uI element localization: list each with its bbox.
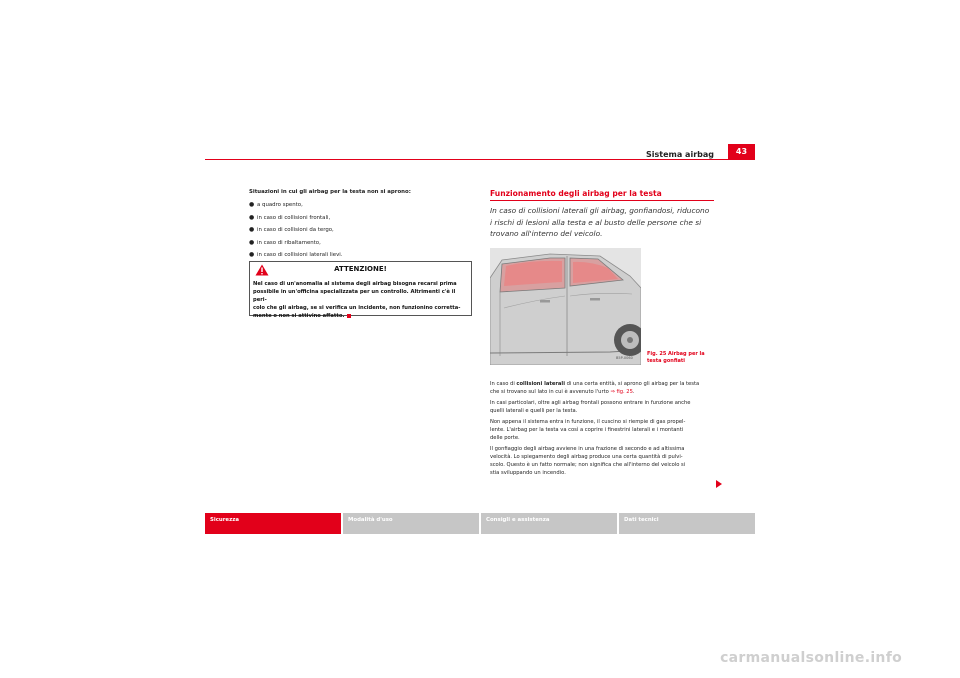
page-header-title: Sistema airbag bbox=[646, 150, 714, 159]
paragraph-2: In casi particolari, oltre agli airbag frontali possono entrare in funzione anche quelli laterali e quelli per la testa. bbox=[490, 400, 691, 414]
figure-reference-link[interactable]: ⇒ fig. 25 bbox=[610, 389, 633, 395]
section-subtitle: In caso di collisioni laterali gli airbag, gonfiandosi, riducono i rischi di lesioni alla testa e al busto delle persone che si trovano all'interno del veicolo. bbox=[490, 206, 710, 238]
warning-box bbox=[249, 261, 472, 319]
tab-consigli-assistenza[interactable]: Consigli e assistenza bbox=[481, 513, 617, 534]
list-item: ● in caso di collisioni frontali, bbox=[249, 212, 343, 225]
bullet-icon: ● bbox=[249, 238, 255, 246]
tab-sicurezza[interactable]: Sicurezza bbox=[205, 513, 341, 534]
bullet-icon: ● bbox=[249, 201, 255, 208]
warning-text: Nel caso di un'anomalia al sistema degli airbag bisogna recarsi prima possibile in un'officina specializzata per un controllo. Altrimenti c'è il peri- colo che gli airbag, se si verifica un incidente, non funzionino corretta- mente o non si attivino affatto. bbox=[253, 281, 461, 319]
intro-text: Situazioni in cui gli airbag per la testa non si aprono: bbox=[249, 189, 411, 195]
bullet-icon: ● bbox=[249, 251, 255, 259]
watermark: carmanualsonline.info bbox=[720, 650, 902, 666]
list-item: ● in caso di collisioni laterali lievi. bbox=[249, 249, 343, 262]
footer-nav bbox=[205, 513, 755, 534]
section-rule bbox=[490, 200, 714, 201]
figure-code: B5P-0060 bbox=[616, 356, 633, 360]
warning-header bbox=[250, 262, 471, 278]
tab-modalita-uso[interactable]: Modalità d'uso bbox=[343, 513, 479, 534]
figure-caption: Fig. 25 Airbag per la testa gonfiati bbox=[647, 351, 705, 364]
section-title: Funzionamento degli airbag per la testa bbox=[490, 189, 662, 198]
list-item: ● in caso di ribaltamento, bbox=[249, 237, 343, 250]
car-side-illustration bbox=[490, 248, 641, 365]
page-number: 43 bbox=[728, 144, 755, 160]
bullet-icon: ● bbox=[249, 213, 255, 221]
end-of-section-icon bbox=[347, 314, 351, 318]
list-item: ● in caso di collisioni da tergo, bbox=[249, 224, 343, 237]
continue-arrow-icon bbox=[716, 480, 722, 488]
paragraph-4: Il gonfiaggio degli airbag avviene in una frazione di secondo e ad altissima velocità. Lo spiegamento degli airbag produce una certa quantità di pulvi- scolo. Questo è un fatto normale; non significa che all'interno del veicolo si stia sviluppando un incendio. bbox=[490, 446, 686, 476]
list-item: ● a quadro spento, bbox=[249, 199, 343, 212]
paragraph-1: In caso di collisioni laterali di una certa entità, si aprono gli airbag per la testa che si trovano sul lato in cui è avvenuto l'urto ⇒ fig. 25. bbox=[490, 381, 700, 395]
bullet-icon: ● bbox=[249, 226, 255, 234]
warning-title: ATTENZIONE! bbox=[334, 265, 387, 273]
airbag-figure bbox=[490, 248, 641, 365]
situations-list bbox=[249, 199, 343, 262]
tab-dati-tecnici[interactable]: Dati tecnici bbox=[619, 513, 755, 534]
paragraph-3: Non appena il sistema entra in funzione, il cuscino si riempie di gas propel- lente. L'airbag per la testa va così a coprire i finestrini laterali e i montanti delle porte. bbox=[490, 419, 686, 441]
